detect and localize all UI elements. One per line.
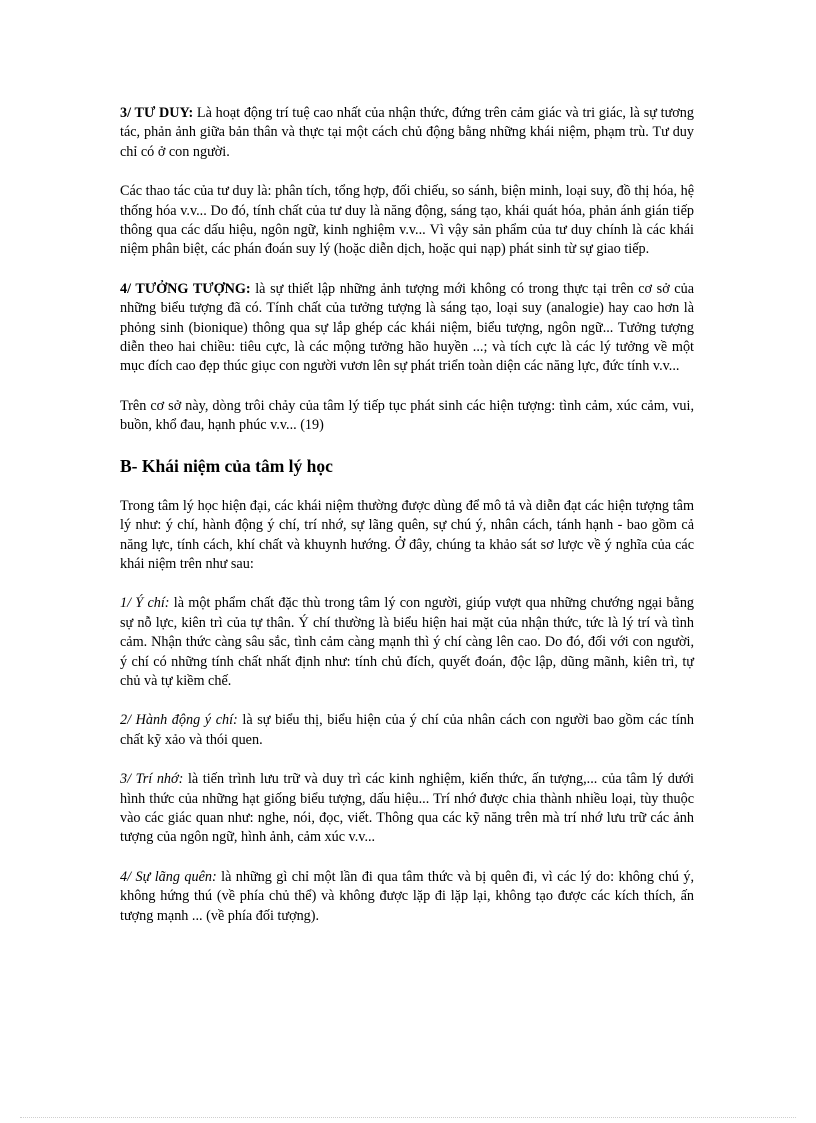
page-bottom-divider	[20, 1117, 796, 1118]
section-heading-b: B- Khái niệm của tâm lý học	[120, 455, 333, 476]
concept-text: là những gì chỉ một lần đi qua tâm thức và bị quên đi, vì các lý do: không chú ý, không hứng thú (về phía chủ thể) và không được lặp đi lặp lại, không tạo được các kích thích, ấn tượng mạnh ... (về phía đối tượng).	[120, 868, 694, 924]
paragraph-concept-hanh-dong-y-chi	[120, 711, 694, 750]
concept-label: 4/ Sự lãng quên:	[120, 868, 217, 885]
paragraph-concept-tri-nho	[120, 770, 694, 848]
section-label-tuong-tuong: 4/ TƯỞNG TƯỢNG:	[120, 280, 251, 297]
concept-text: là tiến trình lưu trữ và duy trì các kinh nghiệm, kiến thức, ấn tượng,... của tâm lý dưới hình thức của những hạt giống biểu tượng, dấu hiệu... Trí nhớ được chia thành nhiều loại, tùy thuộc vào các giác quan như: nghe, nói, đọc, viết. Thông qua các kỹ năng trên mà trí nhớ lưu trữ các ảnh tượng của ngôn ngữ, hình ảnh, cảm xúc v.v...	[120, 771, 694, 846]
concept-text: là sự biểu thị, biểu hiện của ý chí của nhân cách con người bao gồm các tính chất kỹ xảo và thói quen.	[120, 712, 694, 748]
concept-label: 1/ Ý chí:	[120, 595, 170, 612]
concept-text: là một phẩm chất đặc thù trong tâm lý con người, giúp vượt qua những chướng ngại bằng sự nỗ lực, kiên trì của tự thân. Ý chí thường là biểu hiện hai mặt của nhận thức, tức là lý trí và tình cảm. Nhận thức càng sâu sắc, tình cảm càng mạnh thì ý chí càng lên cao. Do đó, đối với con người, ý chí có những tính chất nhất định như: tính chủ đích, quyết đoán, độc lập, dũng mãnh, kiên trì, tự chủ và tự kiềm chế.	[120, 595, 695, 689]
concept-label: 3/ Trí nhớ:	[120, 771, 184, 788]
paragraph-transition: Trên cơ sở này, dòng trôi chảy của tâm lý tiếp tục phát sinh các hiện tượng: tình cảm, xúc cảm, vui, buồn, khổ đau, hạnh phúc v.v... (19)	[120, 397, 694, 434]
paragraph-tu-duy-operations: Các thao tác của tư duy là: phân tích, tổng hợp, đối chiếu, so sánh, biện minh, loại suy, đồ thị hóa, hệ thống hóa v.v... Do đó, tính chất của tư duy là năng động, sáng tạo, khái quát hóa, phản ánh gián tiếp thông qua các dấu hiệu, ngôn ngữ, kinh nghiệm v.v... Vì vậy sản phẩm của tư duy chính là các khái niệm phân biệt, các phán đoán suy lý (hoặc diễn dịch, hoặc qui nạp) phát sinh từ sự giao tiếp.	[120, 183, 694, 258]
section-text-tu-duy: Là hoạt động trí tuệ cao nhất của nhận thức, đứng trên cảm giác và tri giác, là sự tương tác, phản ảnh giữa bản thân và thực tại một cách chủ động bằng những khái niệm, phạm trù. Tư duy chỉ có ở con người.	[120, 105, 694, 160]
paragraph-intro-b: Trong tâm lý học hiện đại, các khái niệm thường được dùng để mô tả và diễn đạt các hiện tượng tâm lý như: ý chí, hành động ý chí, trí nhớ, sự lãng quên, sự chú ý, nhân cách, tánh hạnh - bao gồm cả năng lực, tính cách, khí chất và khuynh hướng. Ở đây, chúng ta khảo sát sơ lược về ý nghĩa của các khái niệm trên như sau:	[120, 497, 694, 572]
paragraph-tu-duy	[120, 104, 694, 162]
section-text-tuong-tuong: là sự thiết lập những ảnh tượng mới không có trong thực tại trên cơ sở của những biểu tượng đã có. Tính chất của tưởng tượng là sáng tạo, loại suy (analogie) hay cao hơn là phỏng sinh (bionique) thông qua sự lắp ghép các khái niệm, biểu tượng, ngôn ngữ... Tưởng tượng diễn theo hai chiều: tiêu cực, là các mộng tưởng hão huyền ...; và tích cực là các lý tưởng về một mục đích cao đẹp thúc giục con người vươn lên sự phát triển toàn diện các năng lực, đức tính v.v...	[120, 280, 694, 375]
document-page	[120, 104, 694, 926]
section-label-tu-duy: 3/ TƯ DUY:	[120, 105, 194, 121]
concept-label: 2/ Hành động ý chí:	[120, 712, 238, 729]
paragraph-concept-su-lang-quen	[120, 868, 694, 926]
paragraph-concept-y-chi	[120, 594, 694, 691]
paragraph-tuong-tuong	[120, 280, 694, 377]
